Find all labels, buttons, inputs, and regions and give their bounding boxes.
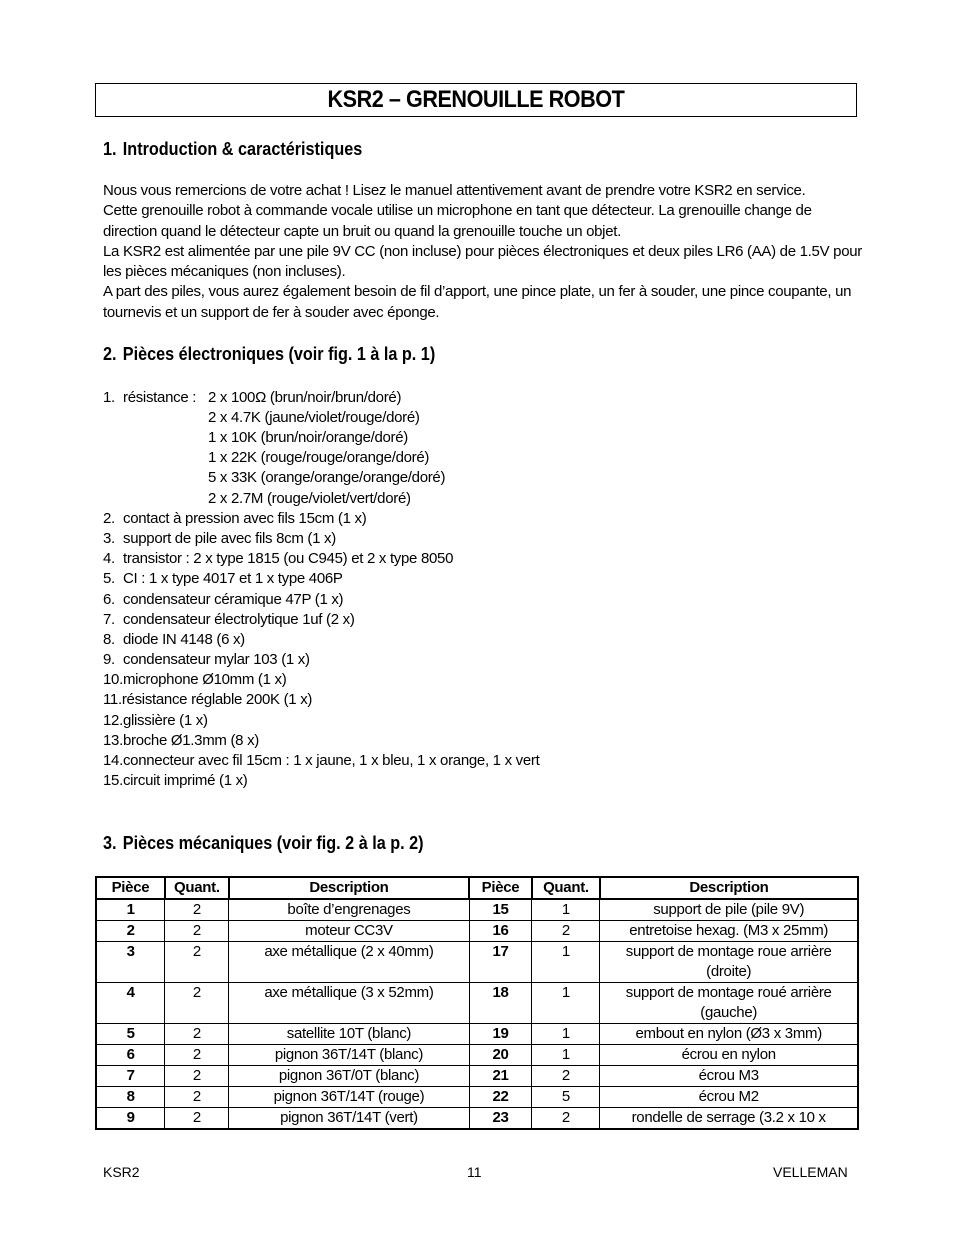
table-row <box>96 1045 858 1066</box>
quantity: 1 <box>532 1045 600 1066</box>
section-title: Pièces électroniques (voir fig. 1 à la p. 1) <box>122 344 436 364</box>
item-number: 13. <box>103 732 123 749</box>
item-number: 1. <box>103 389 115 406</box>
resistance-line: 1 x 10K (brun/noir/orange/doré) <box>208 429 408 446</box>
piece-number: 20 <box>469 1045 532 1066</box>
list-item <box>103 690 312 710</box>
column-header: Description <box>229 877 469 899</box>
description: axe métallique (2 x 40mm) <box>229 942 469 983</box>
piece-number: 1 <box>96 899 165 921</box>
description: pignon 36T/14T (rouge) <box>229 1087 469 1108</box>
list-item <box>103 569 343 589</box>
item-text: microphone Ø10mm (1 x) <box>122 671 287 688</box>
item-number: 12. <box>103 712 123 729</box>
item-text: transistor : 2 x type 1815 (ou C945) et 2 x type 8050 <box>123 550 454 567</box>
item-number: 2. <box>103 510 115 527</box>
item-text: condensateur électrolytique 1uf (2 x) <box>123 611 355 628</box>
item-number: 11. <box>103 691 122 708</box>
section-title: Introduction & caractéristiques <box>122 139 363 159</box>
resistance-line: 2 x 2.7M (rouge/violet/vert/doré) <box>208 490 411 507</box>
piece-number: 5 <box>96 1024 165 1045</box>
title-box <box>95 83 857 117</box>
list-item <box>103 529 336 549</box>
item-number: 5. <box>103 570 115 587</box>
piece-number: 22 <box>469 1087 532 1108</box>
item-text: contact à pression avec fils 15cm (1 x) <box>123 510 367 527</box>
list-item <box>103 650 310 670</box>
piece-number: 4 <box>96 983 165 1024</box>
item-number: 6. <box>103 591 115 608</box>
section-number: 2. <box>103 344 117 364</box>
description: entretoise hexag. (M3 x 25mm) <box>600 921 858 942</box>
footer-left: KSR2 <box>103 1164 140 1180</box>
table-row <box>96 1108 858 1130</box>
quantity: 2 <box>165 1045 229 1066</box>
description: support de montage roué arrière (gauche) <box>600 983 858 1024</box>
item-text: glissière (1 x) <box>122 712 208 729</box>
item-text: circuit imprimé (1 x) <box>122 772 248 789</box>
section-number: 3. <box>103 833 117 853</box>
quantity: 1 <box>532 942 600 983</box>
piece-number: 15 <box>469 899 532 921</box>
section-number: 1. <box>103 139 117 159</box>
piece-number: 19 <box>469 1024 532 1045</box>
list-item <box>103 711 208 731</box>
paragraph: La KSR2 est alimentée par une pile 9V CC (non incluse) pour pièces électroniques et deux piles LR6 (AA) de 1.5V pour les pièces mécaniques (non incluses). <box>103 242 862 281</box>
item-number: 3. <box>103 530 115 547</box>
description: support de pile (pile 9V) <box>600 899 858 921</box>
piece-number: 8 <box>96 1087 165 1108</box>
quantity: 2 <box>532 921 600 942</box>
piece-number: 17 <box>469 942 532 983</box>
piece-number: 6 <box>96 1045 165 1066</box>
list-item <box>103 549 453 569</box>
item-text: support de pile avec fils 8cm (1 x) <box>123 530 336 547</box>
table-row <box>96 1087 858 1108</box>
piece-number: 21 <box>469 1066 532 1087</box>
item-text: condensateur céramique 47P (1 x) <box>123 591 344 608</box>
column-header: Description <box>600 877 858 899</box>
item-text: résistance réglable 200K (1 x) <box>121 691 313 708</box>
quantity: 2 <box>165 921 229 942</box>
description: pignon 36T/0T (blanc) <box>229 1066 469 1087</box>
item-text: broche Ø1.3mm (8 x) <box>122 732 259 749</box>
piece-number: 18 <box>469 983 532 1024</box>
list-item <box>103 731 259 751</box>
section-title: Pièces mécaniques (voir fig. 2 à la p. 2) <box>122 833 424 853</box>
quantity: 1 <box>532 899 600 921</box>
description: écrou M3 <box>600 1066 858 1087</box>
resistance-label: résistance : <box>123 389 197 406</box>
item-number: 9. <box>103 651 115 668</box>
list-item <box>103 388 196 408</box>
table-row <box>96 983 858 1024</box>
quantity: 2 <box>165 1087 229 1108</box>
description: écrou en nylon <box>600 1045 858 1066</box>
resistance-line: 2 x 4.7K (jaune/violet/rouge/doré) <box>208 409 420 426</box>
piece-number: 3 <box>96 942 165 983</box>
item-number: 7. <box>103 611 115 628</box>
quantity: 1 <box>532 1024 600 1045</box>
footer-right: VELLEMAN <box>773 1164 848 1180</box>
piece-number: 23 <box>469 1108 532 1130</box>
paragraph: Nous vous remercions de votre achat ! Lisez le manuel attentivement avant de prendre votre KSR2 en service. <box>103 182 806 199</box>
item-text: diode IN 4148 (6 x) <box>123 631 245 648</box>
quantity: 2 <box>165 942 229 983</box>
item-number: 4. <box>103 550 115 567</box>
list-item <box>103 610 355 630</box>
piece-number: 2 <box>96 921 165 942</box>
quantity: 5 <box>532 1087 600 1108</box>
piece-number: 7 <box>96 1066 165 1087</box>
table-row <box>96 921 858 942</box>
description: moteur CC3V <box>229 921 469 942</box>
section-3-heading <box>103 833 424 854</box>
column-header: Pièce <box>96 877 165 899</box>
description: axe métallique (3 x 52mm) <box>229 983 469 1024</box>
quantity: 1 <box>532 983 600 1024</box>
paragraph: Cette grenouille robot à commande vocale utilise un microphone en tant que détecteur. La grenouille change de direction quand le détecteur capte un bruit ou quand la grenouille touche un objet. <box>103 202 812 240</box>
table-row <box>96 1024 858 1045</box>
column-header: Quant. <box>532 877 600 899</box>
list-item <box>103 630 245 650</box>
description: pignon 36T/14T (vert) <box>229 1108 469 1130</box>
item-text: CI : 1 x type 4017 et 1 x type 406P <box>123 570 343 587</box>
column-header: Pièce <box>469 877 532 899</box>
quantity: 2 <box>165 1066 229 1087</box>
mechanical-parts-table <box>95 876 859 1130</box>
page-number: 11 <box>467 1164 482 1180</box>
description: écrou M2 <box>600 1087 858 1108</box>
list-item <box>103 509 366 529</box>
quantity: 2 <box>165 1024 229 1045</box>
description: rondelle de serrage (3.2 x 10 x <box>600 1108 858 1130</box>
description: pignon 36T/14T (blanc) <box>229 1045 469 1066</box>
item-number: 14. <box>103 752 123 769</box>
page-title: KSR2 – GRENOUILLE ROBOT <box>327 86 625 113</box>
list-item <box>103 751 539 771</box>
resistance-line: 5 x 33K (orange/orange/orange/doré) <box>208 469 446 486</box>
table-header-row <box>96 877 858 899</box>
list-item <box>103 771 248 791</box>
intro-text <box>103 181 863 323</box>
item-number: 15. <box>103 772 123 789</box>
table-row <box>96 1066 858 1087</box>
piece-number: 9 <box>96 1108 165 1130</box>
description: satellite 10T (blanc) <box>229 1024 469 1045</box>
list-item <box>103 590 343 610</box>
item-number: 10. <box>103 671 123 688</box>
item-number: 8. <box>103 631 115 648</box>
quantity: 2 <box>165 983 229 1024</box>
resistance-line: 2 x 100Ω (brun/noir/brun/doré) <box>208 389 402 406</box>
resistance-line: 1 x 22K (rouge/rouge/orange/doré) <box>208 449 430 466</box>
column-header: Quant. <box>165 877 229 899</box>
quantity: 2 <box>165 1108 229 1130</box>
item-text: condensateur mylar 103 (1 x) <box>123 651 310 668</box>
quantity: 2 <box>532 1066 600 1087</box>
section-1-heading <box>103 139 362 160</box>
paragraph: A part des piles, vous aurez également besoin de fil d’apport, une pince plate, un fer à souder, une pince coupante, un tournevis et un support de fer à souder avec éponge. <box>103 283 852 321</box>
description: embout en nylon (Ø3 x 3mm) <box>600 1024 858 1045</box>
description: boîte d’engrenages <box>229 899 469 921</box>
piece-number: 16 <box>469 921 532 942</box>
quantity: 2 <box>532 1108 600 1130</box>
quantity: 2 <box>165 899 229 921</box>
item-text: connecteur avec fil 15cm : 1 x jaune, 1 x bleu, 1 x orange, 1 x vert <box>122 752 540 769</box>
section-2-heading <box>103 344 435 365</box>
list-item <box>103 670 286 690</box>
table-row <box>96 942 858 983</box>
description: support de montage roue arrière (droite) <box>600 942 858 983</box>
table-row <box>96 899 858 921</box>
